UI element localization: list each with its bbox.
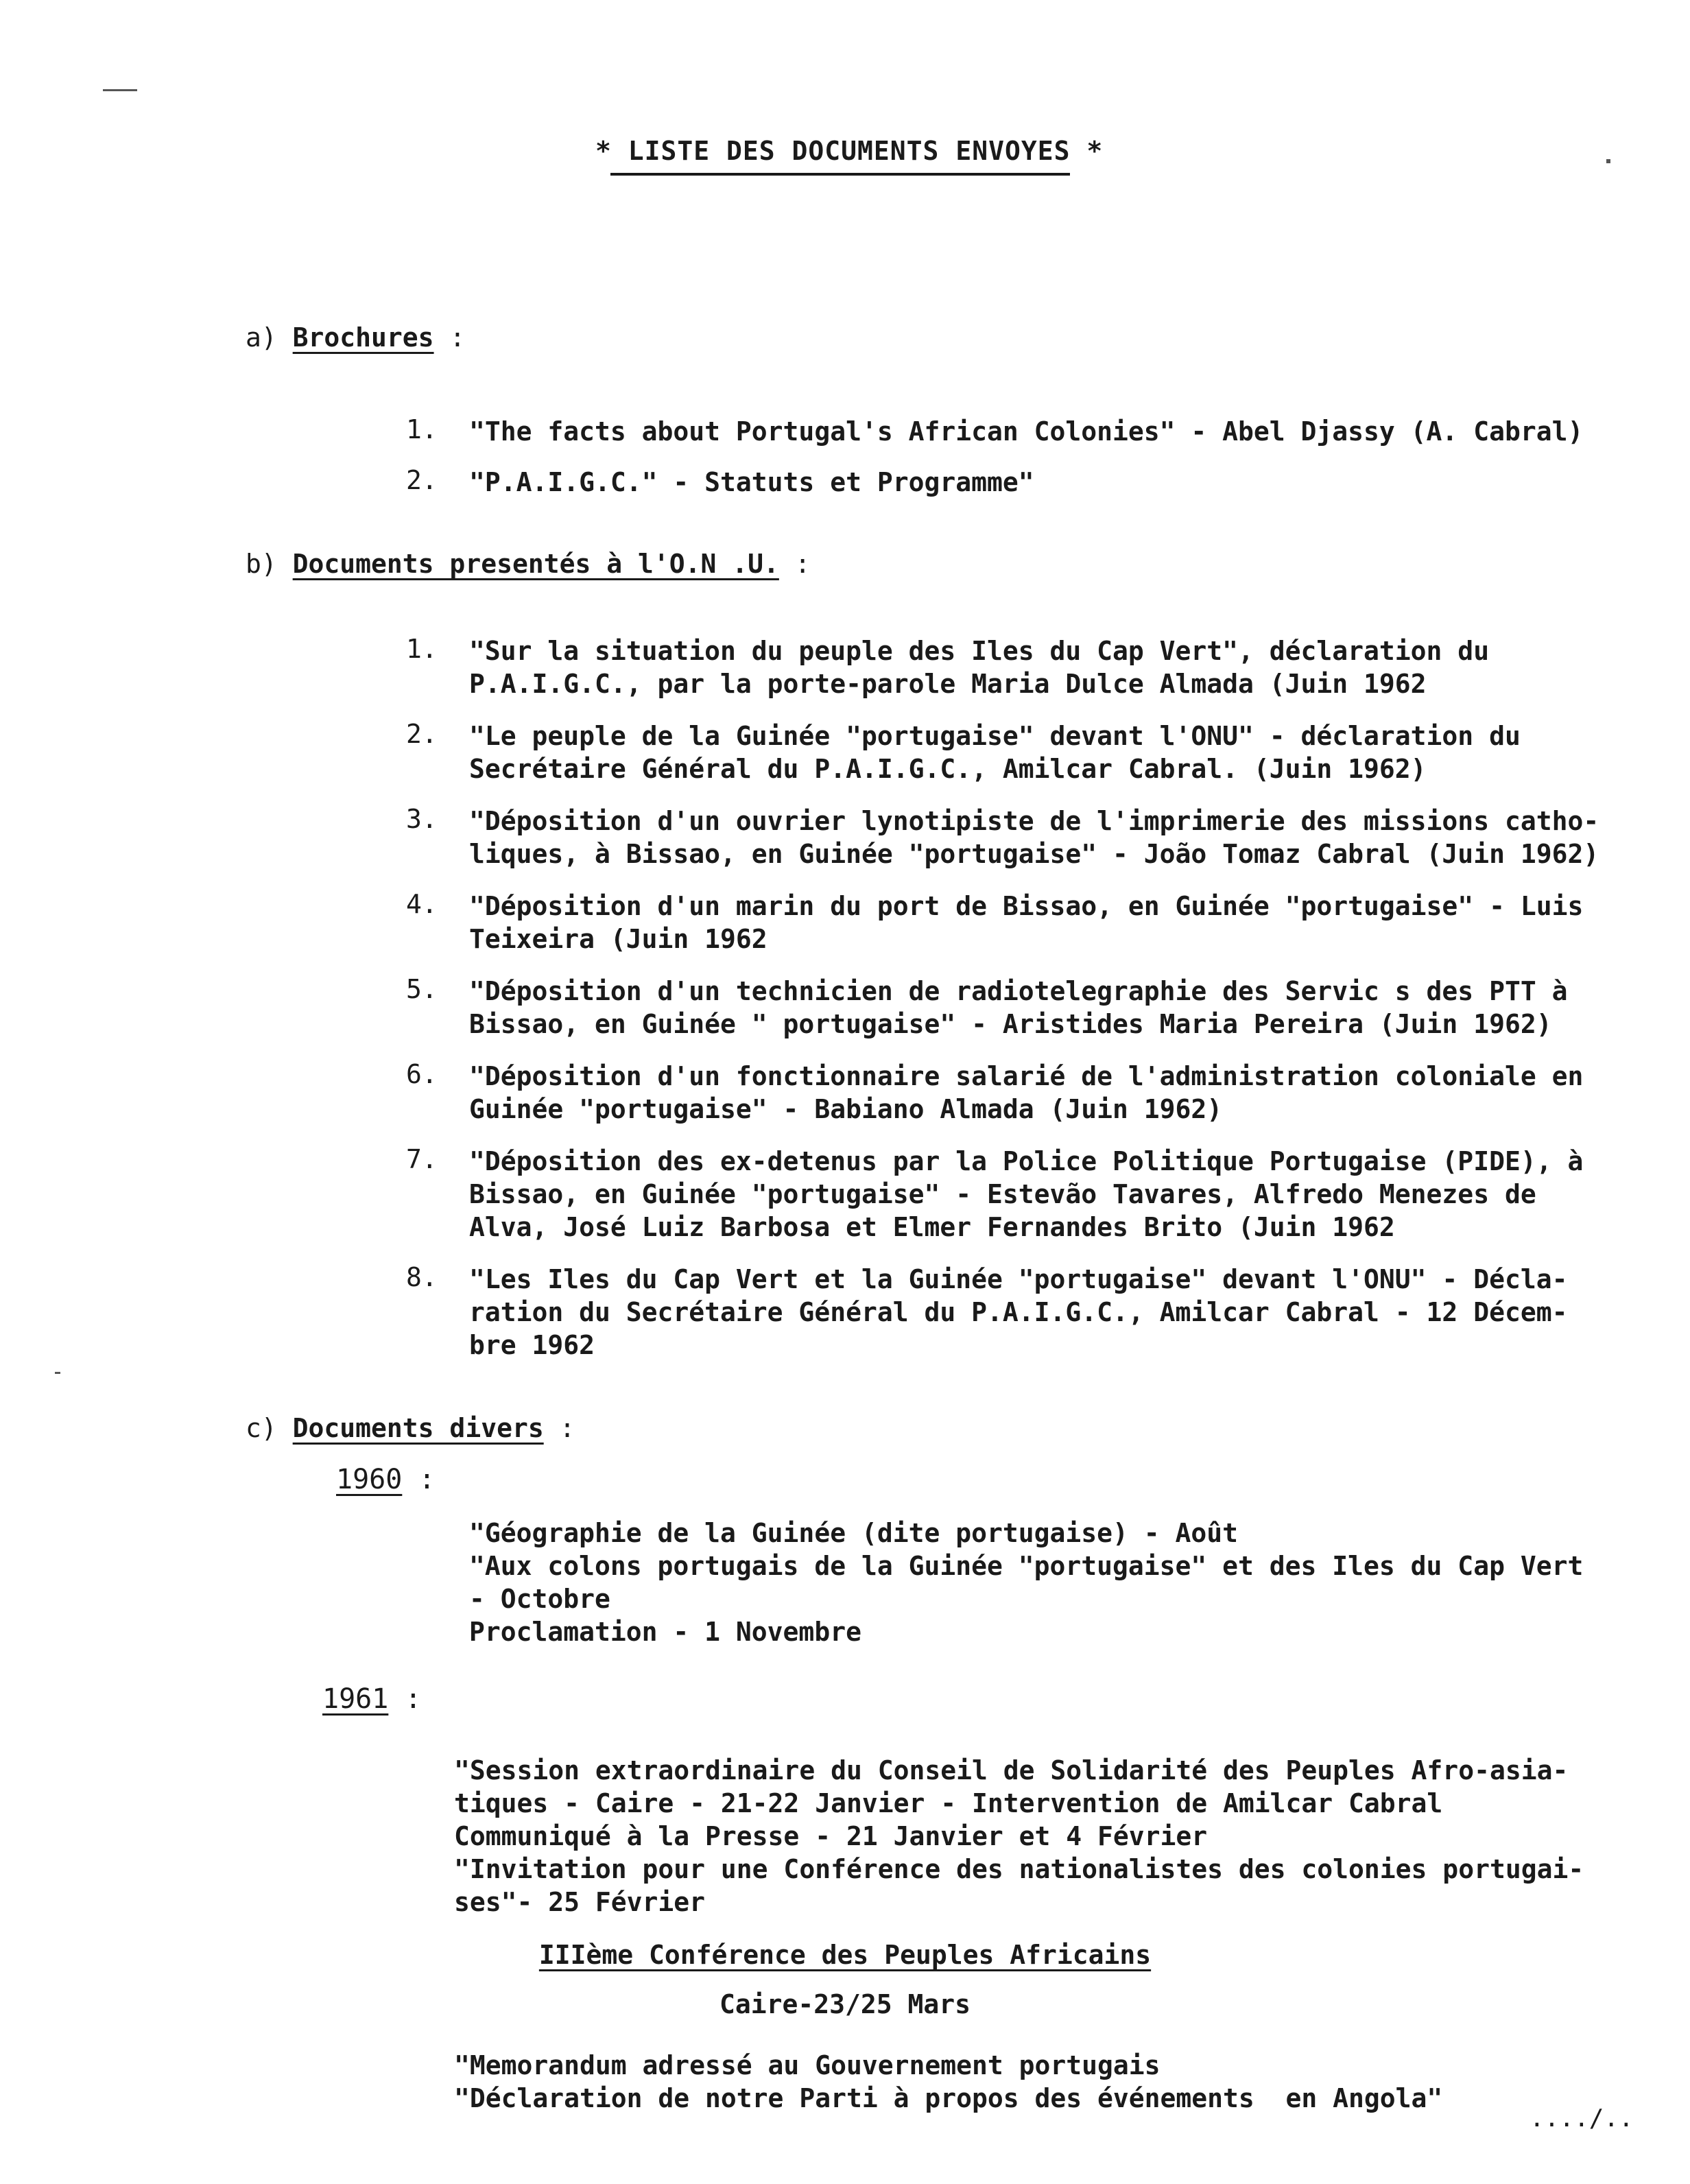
list-number: 4.	[406, 889, 438, 919]
document-line: "Session extraordinaire du Conseil de Solidarité des Peuples Afro-asia-	[454, 1755, 1569, 1785]
section-a-heading	[246, 322, 465, 353]
document-line: "Invitation pour une Conférence des nationalistes des colonies portugai-	[454, 1854, 1584, 1884]
list-number: 1.	[406, 414, 438, 444]
year-suffix: :	[405, 1683, 422, 1715]
section-c-suffix: :	[559, 1413, 575, 1443]
list-number: 8.	[406, 1262, 438, 1292]
list-item-line: "P.A.I.G.C." - Statuts et Programme"	[469, 467, 1034, 497]
document-line: "Géographie de la Guinée (dite portugaise) - Août	[469, 1518, 1239, 1548]
list-number: 2.	[406, 465, 438, 495]
section-b-heading	[246, 549, 811, 579]
section-b-suffix: :	[794, 549, 811, 579]
list-number: 7.	[406, 1144, 438, 1174]
list-item-line: "Déposition d'un ouvrier lynotipiste de l'imprimerie des missions catho-	[469, 806, 1599, 836]
list-number: 1.	[406, 634, 438, 664]
list-item-line: "Déposition d'un marin du port de Bissao, en Guinée "portugaise" - Luis	[469, 891, 1584, 921]
document-line: tiques - Caire - 21-22 Janvier - Intervention de Amilcar Cabral	[454, 1788, 1443, 1818]
list-item-line: "Déposition d'un technicien de radiotelegraphie des Servic s des PTT à	[469, 976, 1568, 1006]
year-heading-1960	[336, 1464, 436, 1495]
section-c-marker: c)	[246, 1413, 277, 1443]
year-label: 1961	[322, 1683, 389, 1715]
section-b-marker: b)	[246, 549, 277, 579]
title-underline	[610, 173, 1070, 176]
document-line: Communiqué à la Presse - 21 Janvier et 4 Février	[454, 1821, 1208, 1851]
list-item-line: "Les Iles du Cap Vert et la Guinée "portugaise" devant l'ONU" - Décla-	[469, 1264, 1568, 1294]
list-number: 6.	[406, 1059, 438, 1089]
section-a-suffix: :	[449, 322, 466, 353]
section-a-label: Brochures	[292, 322, 434, 353]
document-line: - Octobre	[469, 1584, 610, 1614]
conference-place: Caire-23/25 Mars	[719, 1989, 971, 2019]
list-item-line: Secrétaire Général du P.A.I.G.C., Amilcar Cabral. (Juin 1962)	[469, 754, 1427, 784]
section-c-label: Documents divers	[292, 1413, 544, 1443]
document-line: Proclamation - 1 Novembre	[469, 1617, 861, 1647]
list-item-line: ration du Secrétaire Général du P.A.I.G.C., Amilcar Cabral - 12 Décem-	[469, 1297, 1568, 1327]
list-item-line: "Déposition d'un fonctionnaire salarié de l'administration coloniale en	[469, 1061, 1584, 1091]
list-number: 2.	[406, 719, 438, 749]
list-item-line: bre 1962	[469, 1330, 595, 1360]
list-item-line: liques, à Bissao, en Guinée "portugaise" - João Tomaz Cabral (Juin 1962)	[469, 839, 1599, 869]
list-number: 5.	[406, 974, 438, 1004]
scan-speck	[55, 1372, 60, 1374]
document-line: ses"- 25 Février	[454, 1887, 706, 1917]
year-heading-1961	[322, 1683, 422, 1715]
list-item-line: "Déposition des ex-detenus par la Police Politique Portugaise (PIDE), à	[469, 1146, 1584, 1176]
scan-speck	[1606, 159, 1610, 163]
year-label: 1960	[336, 1464, 403, 1495]
list-item-line: Alva, José Luiz Barbosa et Elmer Fernandes Brito (Juin 1962	[469, 1212, 1395, 1242]
continuation-marker: ..../..	[1530, 2104, 1634, 2133]
document-line: "Déclaration de notre Parti à propos des événements en Angola"	[454, 2083, 1443, 2113]
section-c-heading	[246, 1413, 575, 1443]
list-item-line: Bissao, en Guinée "portugaise" - Estevão Tavares, Alfredo Menezes de	[469, 1179, 1536, 1209]
list-number: 3.	[406, 804, 438, 834]
page-title: * LISTE DES DOCUMENTS ENVOYES *	[595, 136, 1104, 166]
document-line: "Aux colons portugais de la Guinée "portugaise" et des Iles du Cap Vert	[469, 1551, 1584, 1581]
list-item-line: "Le peuple de la Guinée "portugaise" devant l'ONU" - déclaration du	[469, 721, 1521, 751]
year-suffix: :	[418, 1464, 436, 1495]
scan-speck	[103, 89, 137, 91]
list-item-line: Teixeira (Juin 1962	[469, 924, 767, 954]
list-item-line: P.A.I.G.C., par la porte-parole Maria Dulce Almada (Juin 1962	[469, 669, 1427, 699]
list-item-line: Guinée "portugaise" - Babiano Almada (Juin 1962)	[469, 1094, 1223, 1124]
section-a-marker: a)	[246, 322, 277, 353]
document-line: "Memorandum adressé au Gouvernement portugais	[454, 2050, 1161, 2080]
conference-title: IIIème Conférence des Peuples Africains	[538, 1940, 1152, 1970]
list-item-line: Bissao, en Guinée " portugaise" - Aristides Maria Pereira (Juin 1962)	[469, 1009, 1552, 1039]
list-item-line: "Sur la situation du peuple des Iles du Cap Vert", déclaration du	[469, 636, 1490, 666]
list-item-line: "The facts about Portugal's African Colonies" - Abel Djassy (A. Cabral)	[469, 416, 1584, 447]
section-b-label: Documents presentés à l'O.N .U.	[292, 549, 779, 579]
